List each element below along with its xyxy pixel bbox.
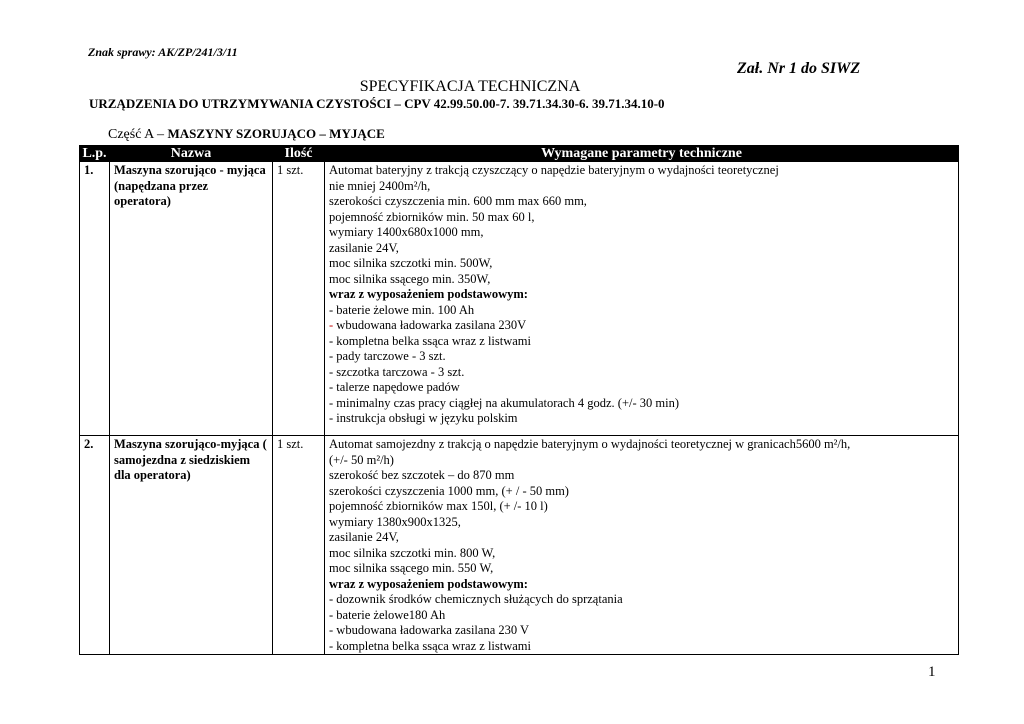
param-line: - minimalny czas pracy ciągłej na akumulatorach 4 godz. (+/- 30 min) [329, 395, 679, 410]
header-name: Nazwa [110, 146, 273, 162]
table-header-row [80, 146, 959, 162]
row-number: 2. [80, 436, 110, 655]
param-text: wbudowana ładowarka zasilana 230V [333, 318, 527, 332]
param-line: - pady tarczowe - 3 szt. [329, 349, 446, 363]
item-parameters [325, 436, 959, 655]
page-number: 1 [928, 664, 936, 680]
param-line: szerokości czyszczenia min. 600 mm max 660 mm, [329, 194, 587, 208]
param-line: moc silnika ssącego min. 550 W, [329, 561, 494, 575]
param-line: moc silnika ssącego min. 350W, [329, 271, 491, 286]
param-line: - dozownik środków chemicznych służących do sprzątania [329, 592, 623, 606]
equipment-heading: wraz z wyposażeniem podstawowym: [329, 576, 528, 591]
param-line: pojemność zbiorników min. 50 max 60 l, [329, 209, 535, 224]
param-line [329, 318, 954, 334]
param-line: (+/- 50 m²/h) [329, 452, 394, 467]
item-name: Maszyna szorująco - myjąca (napędzana przez operatora) [110, 162, 273, 436]
case-number: Znak sprawy: AK/ZP/241/3/11 [88, 45, 238, 59]
param-line: - szczotka tarczowa - 3 szt. [329, 364, 465, 379]
param-line: wymiary 1400x680x1000 mm, [329, 225, 484, 239]
param-line: moc silnika szczotki min. 800 W, [329, 545, 496, 560]
param-line: zasilanie 24V, [329, 530, 399, 544]
item-name: Maszyna szorująco-myjąca ( samojezdna z siedziskiem dla operatora) [110, 436, 273, 655]
item-quantity: 1 szt. [273, 162, 325, 436]
param-line: Automat bateryjny z trakcją czyszczący o napędzie bateryjnym o wydajności teoretycznej [329, 163, 779, 177]
document-subtitle: URZĄDZENIA DO UTRZYMYWANIA CZYSTOŚCI – CPV 42.99.50.00-7. 39.71.34.30-6. 39.71.34.10-0 [89, 96, 665, 111]
table-row [80, 436, 959, 655]
item-quantity: 1 szt. [273, 436, 325, 655]
param-line: - wbudowana ładowarka zasilana 230 V [329, 623, 530, 637]
param-line: - kompletna belka ssąca wraz z listwami [329, 333, 532, 348]
part-heading [108, 126, 385, 143]
param-line: zasilanie 24V, [329, 240, 399, 255]
param-line: szerokości czyszczenia 1000 mm, (+ / - 50 mm) [329, 483, 569, 498]
header-params: Wymagane parametry techniczne [325, 146, 959, 162]
table-row [80, 162, 959, 436]
param-line: - baterie żelowe min. 100 Ah [329, 302, 475, 317]
row-number: 1. [80, 162, 110, 436]
param-line: - baterie żelowe180 Ah [329, 607, 446, 622]
param-line: pojemność zbiorników max 150l, (+ /- 10 l) [329, 499, 548, 513]
param-line: - kompletna belka ssąca wraz z listwami [329, 638, 532, 653]
header-lp: L.p. [80, 146, 110, 162]
param-line: - instrukcja obsługi w języku polskim [329, 411, 518, 425]
part-title: MASZYNY SZORUJĄCO – MYJĄCE [167, 126, 385, 141]
specification-table [79, 145, 959, 655]
param-line: nie mniej 2400m²/h, [329, 178, 431, 193]
red-dash: - [329, 318, 334, 332]
param-line: - talerze napędowe padów [329, 380, 460, 394]
item-parameters [325, 162, 959, 436]
header-qty: Ilość [273, 146, 325, 162]
param-line: szerokość bez szczotek – do 870 mm [329, 468, 515, 482]
part-prefix: Część A – [108, 127, 168, 142]
param-line: wymiary 1380x900x1325, [329, 514, 461, 529]
document-title: SPECYFIKACJA TECHNICZNA [359, 78, 581, 95]
equipment-heading: wraz z wyposażeniem podstawowym: [329, 287, 528, 301]
annex-label: Zał. Nr 1 do SIWZ [737, 60, 861, 77]
param-line: Automat samojezdny z trakcją o napędzie bateryjnym o wydajności teoretycznej w granicach5600 m²/h, [329, 437, 851, 451]
param-line: moc silnika szczotki min. 500W, [329, 256, 493, 270]
